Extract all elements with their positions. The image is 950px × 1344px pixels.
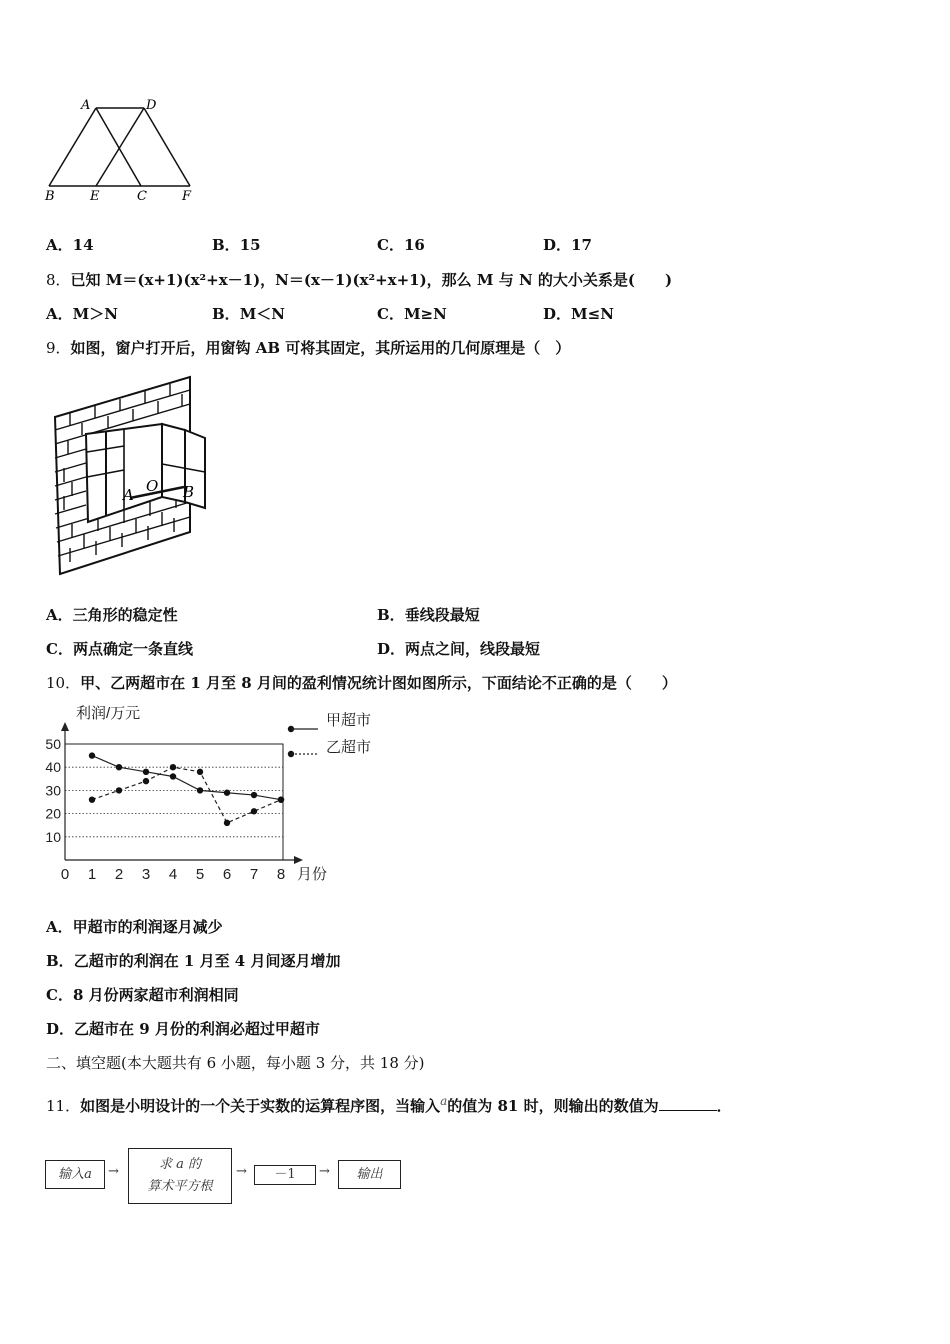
y-tick-label: 10 [45, 828, 61, 845]
flow-arrow-2: → [236, 1164, 247, 1179]
data-point [143, 769, 149, 775]
section-heading: 二、填空题(本大题共有 6 小题，每小题 3 分，共 18 分) [46, 1054, 425, 1072]
segment-ab [49, 108, 96, 186]
q10-option-c: C．8 月份两家超市利润相同 [46, 986, 239, 1004]
segment-df [144, 108, 190, 186]
q7-option-a: A．14 [46, 236, 94, 254]
label-a: A [123, 486, 134, 504]
x-tick-label: 5 [195, 866, 205, 883]
x-tick-label: 1 [87, 866, 97, 883]
x-tick-label: 4 [168, 866, 178, 883]
data-point [224, 790, 230, 796]
q8-option-a: A．M＞N [46, 305, 118, 323]
q8-text: 已知 M＝(x+1)(x²+x－1)，N＝(x－1)(x²+x+1)，那么 M 与 N 的大小关系是( ) [70, 271, 673, 289]
y-tick-label: 50 [45, 736, 61, 752]
data-point [197, 787, 203, 793]
q8-option-d: D．M≤N [543, 305, 614, 323]
q9-stem [46, 338, 570, 358]
data-point [170, 773, 176, 779]
q9-option-d: D．两点之间，线段最短 [377, 640, 541, 658]
answer-blank[interactable] [659, 1096, 717, 1111]
data-point [197, 769, 203, 775]
x-axis-label: 月份 [297, 866, 328, 883]
data-point [278, 796, 284, 802]
q7-figure [40, 95, 205, 207]
y-axis-arrow [61, 722, 69, 731]
q10-option-b: B．乙超市的利润在 1 月至 4 月间逐月增加 [46, 952, 341, 970]
flow-output-label: 输出 [356, 1167, 383, 1182]
flow-output-box [338, 1160, 401, 1189]
data-point [224, 820, 230, 826]
q10-text: 甲、乙两超市在 1 月至 8 月间的盈利情况统计图如图所示，下面结论不正确的是（ ） [80, 674, 677, 692]
q10-stem [46, 673, 677, 693]
q10-option-a: A．甲超市的利润逐月减少 [46, 918, 223, 936]
q11-stem: 11．如图是小明设计的一个关于实数的运算程序图，当输入$^a$的值为 81 时，则输出的数值为 ． [46, 1094, 732, 1115]
q9-option-c: C．两点确定一条直线 [46, 640, 193, 658]
data-point [89, 752, 95, 758]
x-tick-label: 7 [249, 866, 259, 883]
x-tick-label: 2 [114, 866, 124, 883]
label-o: O [146, 477, 159, 495]
q8-option-c: C．M≥N [377, 305, 447, 323]
label-e: E [90, 189, 100, 204]
q7-option-c: C．16 [377, 236, 425, 254]
data-point [116, 764, 122, 770]
flow-arrow-1: → [108, 1164, 119, 1179]
flow-minus-label: －1 [274, 1167, 296, 1182]
q10-option-d: D．乙超市在 9 月份的利润必超过甲超市 [46, 1020, 320, 1038]
flow-sqrt-line1: 求 a 的 [158, 1157, 201, 1172]
data-point [170, 764, 176, 770]
label-c: C [137, 189, 147, 204]
legend-label: 甲超市 [326, 712, 372, 729]
y-tick-label: 40 [45, 759, 61, 776]
label-b: B [183, 483, 195, 501]
data-point [251, 792, 257, 798]
legend-label: 乙超市 [326, 739, 372, 756]
q11-number: 11． [46, 1097, 81, 1115]
q9-option-b: B．垂线段最短 [377, 606, 480, 624]
flow-sqrt-box [128, 1148, 232, 1204]
q9-option-a: A．三角形的稳定性 [46, 606, 178, 624]
flow-arrow-3: → [319, 1164, 330, 1179]
label-f: F [182, 189, 192, 204]
data-point [116, 787, 122, 793]
flow-sqrt-line2: 算术平方根 [147, 1179, 213, 1194]
x-tick-label: 6 [222, 866, 232, 883]
q8-number: 8． [46, 271, 71, 289]
label-d: D [146, 98, 157, 113]
q9-number: 9． [46, 339, 71, 357]
label-b: B [45, 189, 55, 204]
x-axis-arrow [294, 856, 303, 864]
q9-text: 如图，窗户打开后，用窗钩 AB 可将其固定，其所运用的几何原理是（ ） [70, 339, 571, 357]
x-tick-label: 0 [60, 866, 70, 883]
flow-input-label: 输入a [58, 1167, 92, 1182]
flow-input-box [45, 1160, 105, 1189]
q10-number: 10． [46, 674, 81, 692]
label-a: A [81, 98, 91, 113]
data-point [143, 778, 149, 784]
x-tick-label: 8 [276, 866, 286, 883]
q7-option-b: B．15 [212, 236, 261, 254]
y-tick-label: 20 [45, 805, 61, 822]
y-tick-label: 30 [45, 782, 61, 799]
q8-stem [46, 270, 672, 290]
data-point [89, 796, 95, 802]
data-point [251, 808, 257, 814]
q9-window-figure [50, 372, 210, 580]
q7-option-d: D．17 [543, 236, 592, 254]
q11-variable: a [440, 1094, 448, 1108]
profit-line-chart [40, 700, 390, 890]
x-tick-label: 3 [141, 866, 151, 883]
plot-frame [65, 744, 283, 860]
flow-minus-box [254, 1165, 316, 1185]
q8-option-b: B．M＜N [212, 305, 286, 323]
y-axis-label: 利润/万元 [76, 705, 141, 722]
